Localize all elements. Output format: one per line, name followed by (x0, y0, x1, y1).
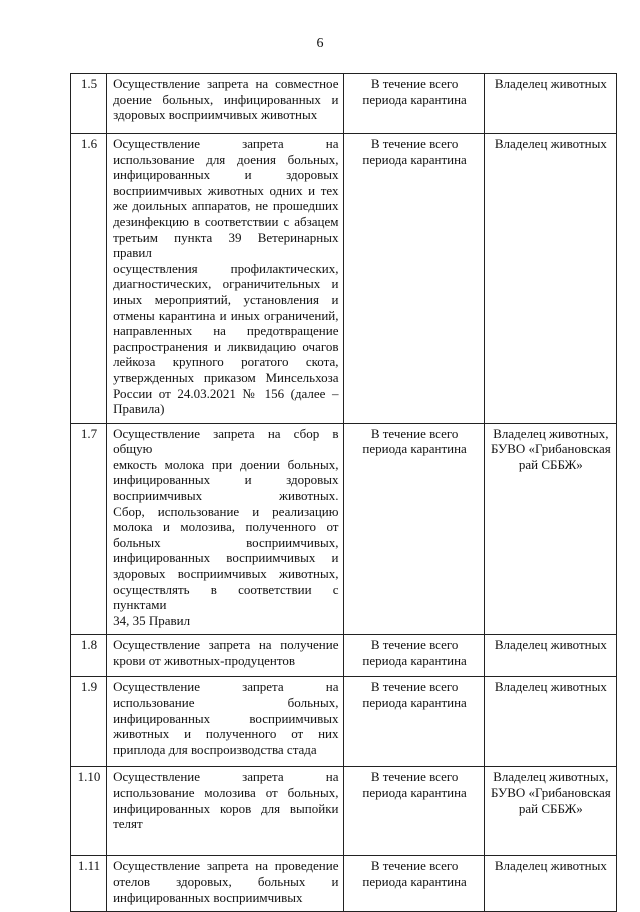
measure-description-line: утвержденных приказом Минсельхоза (113, 369, 339, 385)
measure-description-line: больных восприимчивых, (113, 534, 339, 550)
measure-description-line: доение больных, инфицированных и (113, 91, 339, 107)
measure-description-line: дезинфекцию в соответствии с абзацем (113, 213, 339, 229)
measure-description-line: 34, 35 Правил (113, 612, 191, 628)
table-row (71, 677, 617, 767)
item-number: 1.6 (71, 134, 107, 424)
item-number: 1.9 (71, 677, 107, 767)
responsible-party-line: Владелец животных (494, 679, 607, 695)
item-number: 1.7 (71, 423, 107, 635)
measure-term (344, 74, 484, 134)
responsible-party (484, 134, 616, 424)
measure-description-line: использование для доения больных, (113, 151, 339, 167)
measure-description-line: инфицированных коров для выпойки (113, 800, 339, 816)
responsible-party-line: Владелец животных (494, 76, 607, 91)
measure-term-line: В течение всего (370, 136, 459, 151)
measure-description-line: осуществлять в соответствии с пунктами (113, 581, 339, 613)
page-number: 6 (316, 36, 324, 51)
measure-term-line: периода карантина (362, 91, 467, 107)
table-row (71, 635, 617, 677)
measure-term (344, 635, 484, 677)
measure-description-line: Осуществление запрета на (113, 136, 339, 151)
measure-description-line: Осуществление запрета на совместное (113, 76, 339, 91)
measure-term-line: периода карантина (362, 785, 467, 800)
measure-description-line: Осуществление запрета на (113, 769, 339, 785)
measure-description-line: емкость молока при доении больных, (113, 456, 339, 472)
measure-description (107, 677, 344, 767)
table-row (71, 856, 617, 912)
measure-description-line: диагностических, ограничительных и (113, 276, 339, 292)
measure-term-line: периода карантина (362, 653, 467, 668)
measure-description-line: третьим пункта 39 Ветеринарных правил (113, 229, 339, 261)
measure-description-line: лейкоза крупного рогатого скота, (113, 354, 339, 370)
responsible-party-line: Владелец животных (494, 136, 607, 151)
measure-description-line: использование больных, (113, 695, 339, 710)
responsible-party-line: Владелец животных (494, 637, 607, 653)
measure-term-line: В течение всего (370, 425, 459, 441)
table-row (71, 767, 617, 856)
measure-description (107, 74, 344, 134)
responsible-party-line: БУВО «Грибановская (491, 441, 611, 457)
measure-description-line: приплода для воспроизводства стада (113, 741, 317, 757)
measure-description-line: восприимчивых животных одних и тех (113, 182, 339, 198)
responsible-party (484, 767, 616, 856)
measure-description-line: инфицированных восприимчивых (113, 889, 303, 905)
measure-term-line: В течение всего (370, 769, 459, 785)
responsible-party-line: Владелец животных (494, 858, 607, 874)
responsible-party (484, 423, 616, 635)
measure-description-line: распространения и ликвидацию очагов (113, 338, 339, 354)
measure-description-line: инфицированных восприимчивых (113, 710, 339, 726)
responsible-party-line: рай СББЖ» (518, 456, 583, 472)
measure-description-line: Осуществление запрета на проведение (113, 858, 339, 874)
table-row (71, 423, 617, 635)
measure-term-line: В течение всего (370, 637, 459, 653)
item-number: 1.5 (71, 74, 107, 134)
measure-term-line: периода карантина (362, 151, 467, 167)
measure-term-line: В течение всего (370, 679, 459, 695)
responsible-party (484, 677, 616, 767)
measure-term (344, 423, 484, 635)
measure-description-line: Сбор, использование и реализацию (113, 503, 339, 519)
measure-description-line: молока и молозива, полученного от (113, 519, 339, 535)
measure-term-line: периода карантина (362, 441, 467, 457)
responsible-party-line: БУВО «Грибановская (491, 785, 611, 800)
item-number: 1.8 (71, 635, 107, 677)
measure-term (344, 677, 484, 767)
measure-description (107, 767, 344, 856)
measure-description-line: здоровых восприимчивых животных, (113, 566, 339, 582)
item-number: 1.10 (71, 767, 107, 856)
responsible-party (484, 635, 616, 677)
measure-term-line: В течение всего (370, 76, 459, 91)
measure-description-line: отмены карантина и иных ограничений, (113, 307, 339, 323)
table-row (71, 134, 617, 424)
measure-description-line: Правила) (113, 401, 165, 417)
measure-description (107, 635, 344, 677)
measure-description-line: Осуществление запрета на (113, 679, 339, 695)
table-row (71, 74, 617, 134)
measure-description-line: Осуществление запрета на получение (113, 637, 339, 653)
measure-description (107, 134, 344, 424)
measure-term (344, 134, 484, 424)
measure-description (107, 423, 344, 635)
measure-description-line: направленных на предотвращение (113, 323, 339, 339)
measure-term (344, 767, 484, 856)
responsible-party (484, 856, 616, 912)
measure-description-line: животных и полученного от них (113, 726, 339, 742)
measure-description-line: отелов здоровых, больных и (113, 874, 339, 889)
measure-description-line: здоровых восприимчивых животных (113, 107, 318, 123)
responsible-party-line: Владелец животных, (493, 769, 609, 785)
measure-description-line: телят (113, 816, 143, 832)
measure-description-line: инфицированных восприимчивых и (113, 550, 339, 566)
responsible-party-line: Владелец животных, (493, 425, 609, 441)
item-number: 1.11 (71, 856, 107, 912)
measure-description-line: инфицированных и здоровых (113, 472, 339, 488)
measure-description (107, 856, 344, 912)
measure-description-line: инфицированных и здоровых (113, 167, 339, 183)
measure-description-line: крови от животных-продуцентов (113, 653, 296, 668)
measure-description-line: же доильных аппаратов, не прошедших (113, 198, 339, 214)
measure-description-line: использование молозива от больных, (113, 785, 339, 800)
responsible-party-line: рай СББЖ» (518, 800, 583, 816)
measure-description-line: иных мероприятий, установления и (113, 291, 339, 307)
measure-description-line: восприимчивых животных. (113, 488, 339, 504)
measure-description-line: Осуществление запрета на сбор в общую (113, 425, 339, 457)
responsible-party (484, 74, 616, 134)
measures-table (70, 73, 617, 912)
measure-description-line: осуществления профилактических, (113, 260, 339, 276)
measure-term-line: периода карантина (362, 874, 467, 889)
measure-term-line: В течение всего (370, 858, 459, 874)
measure-description-line: России от 24.03.2021 № 156 (далее – (113, 385, 339, 401)
measure-term-line: периода карантина (362, 695, 467, 710)
measure-term (344, 856, 484, 912)
